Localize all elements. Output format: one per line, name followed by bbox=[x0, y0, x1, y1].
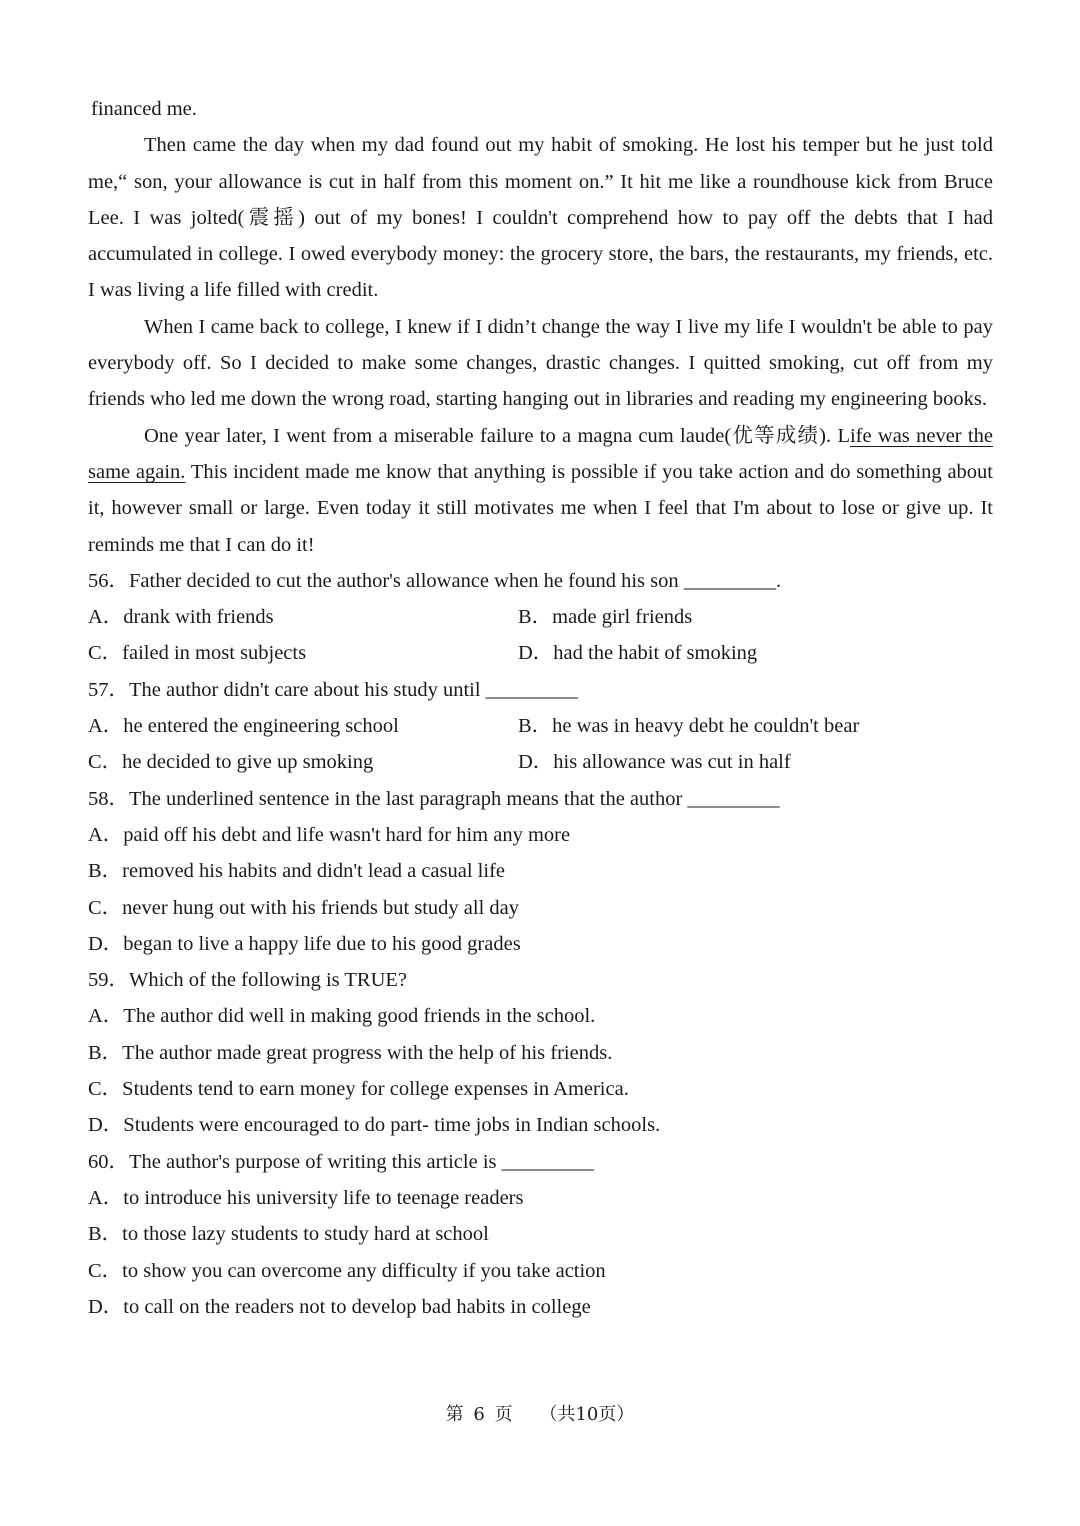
option-a: A．he entered the engineering school bbox=[88, 715, 399, 738]
option-b: B．made girl friends bbox=[518, 606, 693, 629]
page-footer bbox=[0, 1400, 1080, 1426]
passage-paragraph: financed me. bbox=[91, 98, 197, 120]
page-body bbox=[88, 91, 993, 1325]
option-c: C．he decided to give up smoking bbox=[88, 751, 374, 774]
passage-paragraph: When I came back to college, I knew if I didn’t change the way I live my life I wouldn't be able to pay everybody off. So I decided to make some changes, drastic changes. I quitted smoking, cut off from my friends who led me down the wrong road, starting hanging out in libraries and reading my engineering books. bbox=[88, 315, 993, 411]
underlined-sentence: ife was never the same again. bbox=[88, 424, 993, 483]
option-b: B．he was in heavy debt he couldn't bear bbox=[518, 715, 860, 738]
passage-text: This incident made me know that anything is possible if you take action and do something about it, however small or large. Even today it still motivates me when I feel that I'm about to lose or give up. It reminds me that I can do it! bbox=[88, 460, 993, 556]
option-c: C．to show you can overcome any difficulty if you take action bbox=[88, 1259, 606, 1282]
option-a: A．to introduce his university life to teenage readers bbox=[88, 1186, 524, 1209]
option-d: D．to call on the readers not to develop bad habits in college bbox=[88, 1295, 591, 1318]
option-d: D．Students were encouraged to do part- time jobs in Indian schools. bbox=[88, 1114, 661, 1137]
option-d: D．began to live a happy life due to his good grades bbox=[88, 932, 521, 955]
question-58 bbox=[88, 781, 993, 962]
option-b: B．The author made great progress with the help of his friends. bbox=[88, 1041, 613, 1064]
option-c: C．never hung out with his friends but study all day bbox=[88, 896, 520, 919]
option-d: D．had the habit of smoking bbox=[518, 642, 758, 665]
option-a: A．paid off his debt and life wasn't hard for him any more bbox=[88, 823, 571, 846]
question-56 bbox=[88, 563, 993, 672]
option-a: A．drank with friends bbox=[88, 606, 274, 629]
question-60 bbox=[88, 1144, 993, 1325]
passage-text: One year later, I went from a miserable failure to a magna cum laude(优等成绩). L bbox=[144, 424, 850, 447]
question-57 bbox=[88, 672, 993, 781]
option-c: C．failed in most subjects bbox=[88, 642, 307, 665]
question-59 bbox=[88, 962, 993, 1143]
question-stem: 57．The author didn't care about his study until _________ bbox=[88, 678, 578, 701]
question-stem: 58．The underlined sentence in the last paragraph means that the author _________ bbox=[88, 787, 780, 810]
question-stem: 56．Father decided to cut the author's allowance when he found his son _________. bbox=[88, 569, 782, 592]
option-a: A．The author did well in making good friends in the school. bbox=[88, 1005, 596, 1028]
footer-total: （共10页） bbox=[539, 1404, 635, 1425]
passage-paragraph: Then came the day when my dad found out my habit of smoking. He lost his temper but he just told me,“ son, your allowance is cut in half from this moment on.” It hit me like a roundhouse kick from Bruce Lee. I was jolted(震摇) out of my bones! I couldn't comprehend how to pay off the debts that I had accumulated in college. I owed everybody money: the grocery store, the bars, the restaurants, my friends, etc. I was living a life filled with credit. bbox=[88, 134, 993, 302]
passage-paragraph bbox=[88, 418, 993, 563]
option-c: C．Students tend to earn money for college expenses in America. bbox=[88, 1078, 629, 1101]
footer-suffix: 页 bbox=[494, 1404, 513, 1425]
option-b: B．removed his habits and didn't lead a casual life bbox=[88, 860, 505, 883]
footer-prefix: 第 bbox=[445, 1404, 464, 1425]
question-stem: 60．The author's purpose of writing this article is _________ bbox=[88, 1150, 594, 1173]
option-d: D．his allowance was cut in half bbox=[518, 751, 791, 774]
question-stem: 59．Which of the following is TRUE? bbox=[88, 969, 408, 992]
footer-page-number: 6 bbox=[473, 1404, 485, 1425]
option-b: B．to those lazy students to study hard at school bbox=[88, 1223, 489, 1246]
